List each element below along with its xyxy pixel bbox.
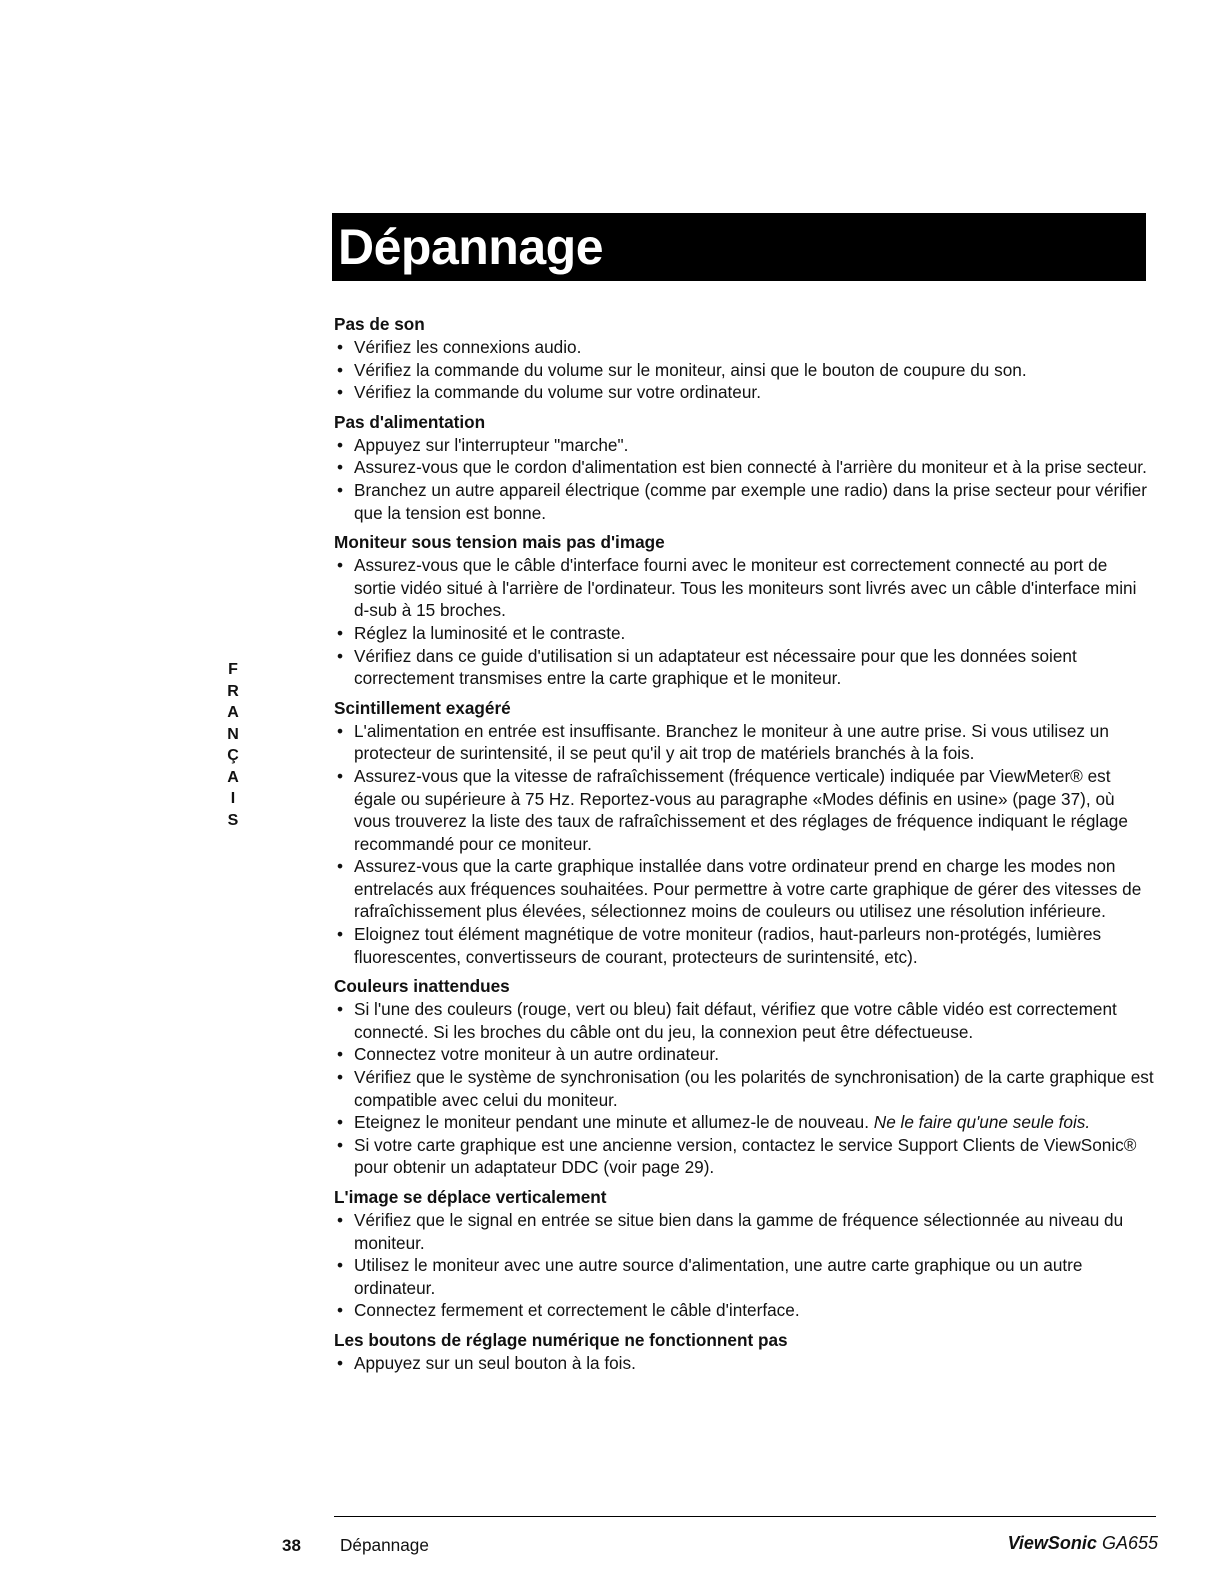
bullet-list xyxy=(334,434,1154,524)
bullet-list xyxy=(334,998,1154,1179)
side-tab-letter: S xyxy=(227,811,239,829)
list-item-text: Eteignez le moniteur pendant une minute et allumez-le de nouveau. xyxy=(354,1112,874,1133)
section-heading: Les boutons de réglage numérique ne fonctionnent pas xyxy=(334,1329,788,1350)
troubleshooting-section xyxy=(334,1328,1154,1375)
language-side-tab xyxy=(218,659,248,831)
title-banner xyxy=(332,213,1146,281)
list-item: • L'alimentation en entrée est insuffisante. Branchez le moniteur à une autre prise. Si vous utilisez un protecteur de surintensité, il se peut qu'il y ait trop de matériels branchés à la fois. xyxy=(334,720,1154,765)
bullet-list xyxy=(334,336,1154,404)
troubleshooting-section xyxy=(334,974,1154,1179)
list-item: • Assurez-vous que le câble d'interface fourni avec le moniteur est correctement connecté au port de sortie vidéo situé à l'arrière de l'ordinateur. Tous les moniteurs sont livrés avec un câble d'interface mini d-sub à 15 broches. xyxy=(334,554,1154,622)
list-item: • Vérifiez les connexions audio. xyxy=(334,336,1154,359)
side-tab-letter: N xyxy=(227,725,239,743)
troubleshooting-section xyxy=(334,530,1154,690)
troubleshooting-section xyxy=(334,410,1154,524)
bullet-list xyxy=(334,1209,1154,1322)
list-item: • Appuyez sur un seul bouton à la fois. xyxy=(334,1352,1154,1375)
section-heading: L'image se déplace verticalement xyxy=(334,1187,607,1207)
list-item: • Assurez-vous que la carte graphique installée dans votre ordinateur prend en charge les modes non entrelacés aux fréquences souhaitées. Pour permettre à votre carte graphique de gérer des vitesses de rafraîchissement plus élevées, sélectionnez moins de couleurs ou utilisez une résolution inférieure. xyxy=(334,855,1154,923)
side-tab-letter: I xyxy=(230,790,236,807)
troubleshooting-section xyxy=(334,312,1154,404)
side-tab-letter: A xyxy=(227,768,239,786)
list-item: • Utilisez le moniteur avec une autre source d'alimentation, une autre carte graphique ou un autre ordinateur. xyxy=(334,1254,1154,1299)
list-item: • Connectez votre moniteur à un autre ordinateur. xyxy=(334,1043,1154,1066)
troubleshooting-section xyxy=(334,1185,1154,1322)
side-tab-letter: R xyxy=(227,682,239,700)
list-item: • Vérifiez dans ce guide d'utilisation si un adaptateur est nécessaire pour que les données soient correctement transmises entre la carte graphique et le moniteur. xyxy=(334,645,1154,690)
footer-section-name: Dépannage xyxy=(340,1535,429,1555)
page-title: Dépannage xyxy=(338,219,604,275)
list-item: • Connectez fermement et correctement le câble d'interface. xyxy=(334,1299,1154,1322)
list-item: • Eloignez tout élément magnétique de votre moniteur (radios, haut-parleurs non-protégés, lumières fluorescentes, convertisseurs de courant, protecteurs de surintensité, etc). xyxy=(334,923,1154,968)
section-heading: Pas de son xyxy=(334,314,425,334)
list-item: • Branchez un autre appareil électrique (comme par exemple une radio) dans la prise secteur pour vérifier que la tension est bonne. xyxy=(334,479,1154,524)
troubleshooting-content xyxy=(334,312,1154,1381)
list-item: • Si l'une des couleurs (rouge, vert ou bleu) fait défaut, vérifiez que votre câble vidéo est correctement connecté. Si les broches du câble ont du jeu, la connexion peut être défectueuse. xyxy=(334,998,1154,1043)
footer-brand: ViewSonic xyxy=(1007,1533,1097,1553)
bullet-list xyxy=(334,1352,1154,1375)
bullet-list xyxy=(334,720,1154,969)
section-heading: Scintillement exagéré xyxy=(334,697,511,718)
page-number: 38 xyxy=(282,1536,301,1555)
list-item: • Vérifiez la commande du volume sur votre ordinateur. xyxy=(334,381,1154,404)
section-heading: Pas d'alimentation xyxy=(334,411,486,432)
list-item: • Si votre carte graphique est une ancienne version, contactez le service Support Clients de ViewSonic® pour obtenir un adaptateur DDC (voir page 29). xyxy=(334,1134,1154,1179)
list-item: • Assurez-vous que la vitesse de rafraîchissement (fréquence verticale) indiquée par ViewMeter® est égale ou supérieure à 75 Hz. Reportez-vous au paragraphe «Modes définis en usine» (page 37), où vous trouverez la liste des taux de rafraîchissement et des réglages de fréquence indiquant le réglage recommandé pour ce moniteur. xyxy=(334,765,1154,855)
side-tab-letter: Ç xyxy=(227,747,239,764)
list-item xyxy=(334,1111,1154,1134)
list-item: • Appuyez sur l'interrupteur "marche". xyxy=(334,434,1154,457)
footer-model: GA655 xyxy=(1101,1533,1158,1553)
list-item: • Vérifiez que le système de synchronisation (ou les polarités de synchronisation) de la carte graphique est compatible avec celui du moniteur. xyxy=(334,1066,1154,1111)
list-item: • Vérifiez que le signal en entrée se situe bien dans la gamme de fréquence sélectionnée au niveau du moniteur. xyxy=(334,1209,1154,1254)
list-item: • Assurez-vous que le cordon d'alimentation est bien connecté à l'arrière du moniteur et à la prise secteur. xyxy=(334,456,1154,479)
troubleshooting-section xyxy=(334,696,1154,969)
footer-product-name xyxy=(1008,1533,1158,1554)
section-heading: Couleurs inattendues xyxy=(334,976,510,997)
section-heading: Moniteur sous tension mais pas d'image xyxy=(334,532,665,553)
list-item-emphasis: Ne le faire qu'une seule fois. xyxy=(873,1112,1091,1133)
list-item: • Réglez la luminosité et le contraste. xyxy=(334,622,1154,645)
list-item: • Vérifiez la commande du volume sur le moniteur, ainsi que le bouton de coupure du son. xyxy=(334,359,1154,382)
footer-divider xyxy=(334,1516,1156,1517)
side-tab-letter: F xyxy=(228,661,238,678)
side-tab-letter: A xyxy=(227,704,239,721)
bullet-list xyxy=(334,554,1154,690)
